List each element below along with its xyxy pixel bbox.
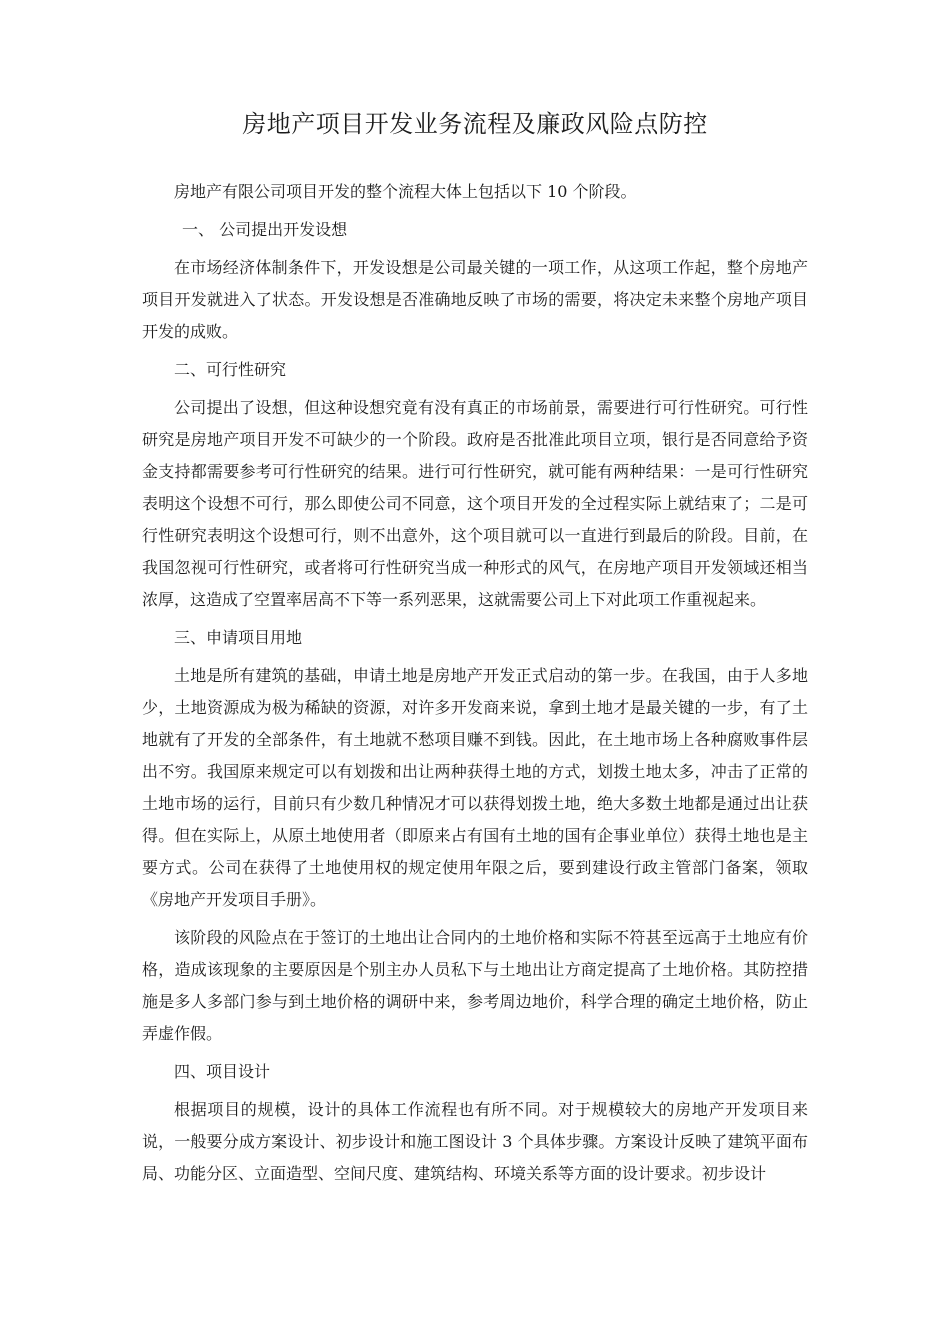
section-heading-4: 四、项目设计 xyxy=(174,1062,271,1081)
document-body xyxy=(142,176,808,1196)
intro-paragraph: 房地产有限公司项目开发的整个流程大体上包括以下 10 个阶段。 xyxy=(174,182,637,201)
section-2-paragraph-1: 公司提出了设想，但这种设想究竟有没有真正的市场前景，需要进行可行性研究。可行性研究是房地产项目开发不可缺少的一个阶段。政府是否批准此项目立项，银行是否同意给予资金支持都需要参考可行性研究的结果。进行可行性研究，就可能有两种结果：一是可行性研究表明这个设想不可行，那么即使公司不同意，这个项目开发的全过程实际上就结束了；二是可行性研究表明这个设想可行，则不出意外，这个项目就可以一直进行到最后的阶段。目前，在我国忽视可行性研究，或者将可行性研究当成一种形式的风气，在房地产项目开发领域还相当浓厚，这造成了空置率居高不下等一系列恶果，这就需要公司上下对此项工作重视起来。 xyxy=(142,398,808,609)
section-3-paragraph-2: 该阶段的风险点在于签订的土地出让合同内的土地价格和实际不符甚至远高于土地应有价格，造成该现象的主要原因是个别主办人员私下与土地出让方商定提高了土地价格。其防控措施是多人多部门参与到土地价格的调研中来，参考周边地价，科学合理的确定土地价格，防止弄虚作假。 xyxy=(142,928,808,1043)
section-heading-1: 一、 公司提出开发设想 xyxy=(182,220,348,239)
section-heading-3: 三、申请项目用地 xyxy=(174,628,303,647)
section-heading-2: 二、可行性研究 xyxy=(174,360,287,379)
section-3-paragraph-1: 土地是所有建筑的基础，申请土地是房地产开发正式启动的第一步。在我国，由于人多地少，土地资源成为极为稀缺的资源，对许多开发商来说，拿到土地才是最关键的一步，有了土地就有了开发的全部条件，有土地就不愁项目赚不到钱。因此，在土地市场上各种腐败事件层出不穷。我国原来规定可以有划拨和出让两种获得土地的方式，划拨土地太多，冲击了正常的土地市场的运行，目前只有少数几种情况才可以获得划拨土地，绝大多数土地都是通过出让获得。但在实际上，从原土地使用者（即原来占有国有土地的国有企事业单位）获得土地也是主要方式。公司在获得了土地使用权的规定使用年限之后，要到建设行政主管部门备案，领取《房地产开发项目手册》。 xyxy=(142,666,808,909)
section-1-paragraph-1: 在市场经济体制条件下，开发设想是公司最关键的一项工作，从这项工作起，整个房地产项目开发就进入了状态。开发设想是否准确地反映了市场的需要，将决定未来整个房地产项目开发的成败。 xyxy=(142,258,808,341)
section-4-paragraph-1: 根据项目的规模，设计的具体工作流程也有所不同。对于规模较大的房地产开发项目来说，一般要分成方案设计、初步设计和施工图设计 3 个具体步骤。方案设计反映了建筑平面布局、功能分区、立面造型、空间尺度、建筑结构、环境关系等方面的设计要求。初步设计 xyxy=(142,1100,808,1183)
document-title: 房地产项目开发业务流程及廉政风险点防控 xyxy=(242,110,708,138)
